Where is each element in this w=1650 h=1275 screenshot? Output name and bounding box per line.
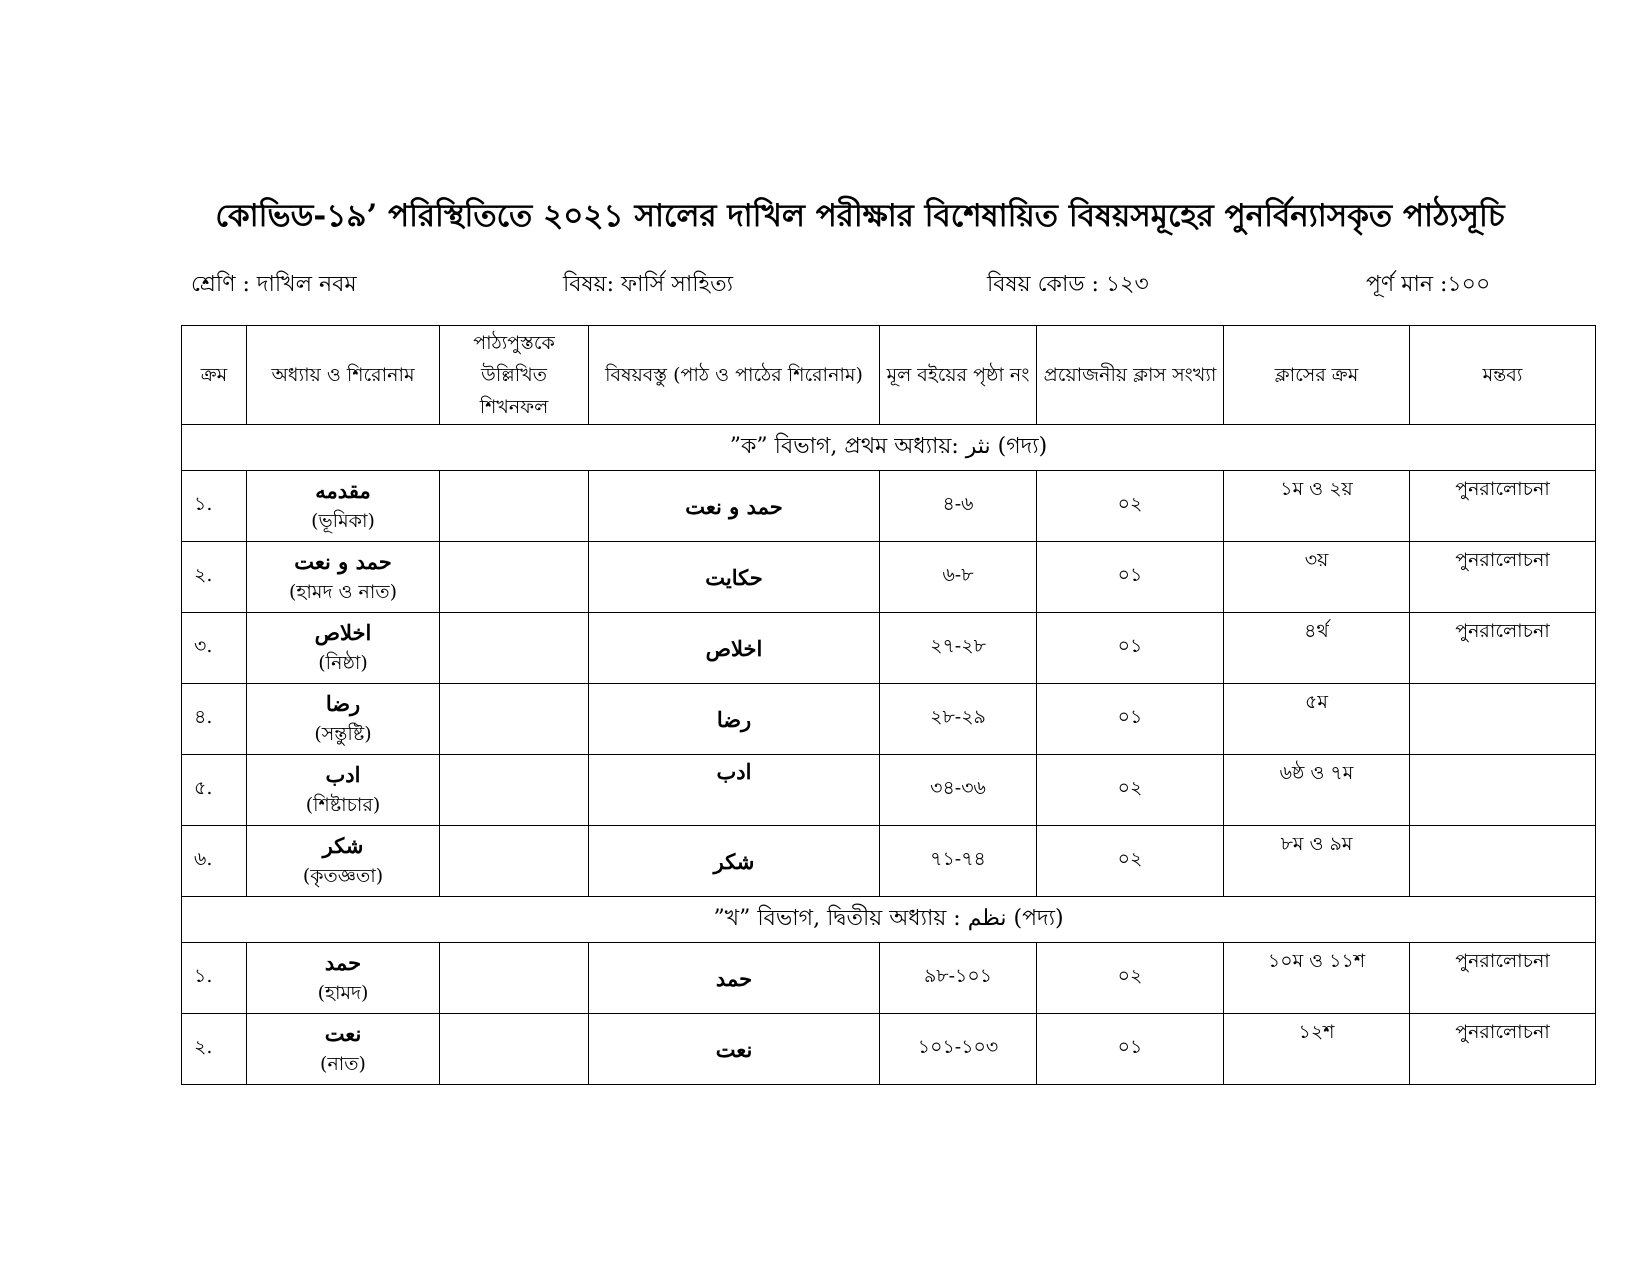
section-row-a — [182, 425, 1596, 471]
header-pages: মূল বইয়ের পৃষ্ঠা নং — [880, 326, 1037, 425]
serial-cell: ৩. — [182, 613, 247, 684]
remark-cell: পুনরালোচনা — [1410, 943, 1596, 1014]
pages-cell: ৬-৮ — [880, 542, 1037, 613]
header-serial: ক্রম — [182, 326, 247, 425]
chapter-bengali: (হামদ ও নাত) — [288, 581, 398, 603]
classes-cell: ০১ — [1037, 684, 1224, 755]
classes-cell: ০১ — [1037, 542, 1224, 613]
order-cell: ৩য় — [1224, 542, 1410, 613]
content-cell: اخلاص — [589, 613, 880, 684]
table-row — [182, 542, 1596, 613]
order-cell: ৬ষ্ঠ ও ৭ম — [1224, 755, 1410, 826]
chapter-cell — [247, 471, 440, 542]
subject-code-label: বিষয় কোড : ১২৩ — [987, 272, 1149, 297]
header-row — [182, 326, 1596, 425]
header-outcome: পাঠ্যপুস্তকে উল্লিখিত শিখনফল — [440, 326, 589, 425]
table-row — [182, 613, 1596, 684]
outcome-cell — [440, 613, 589, 684]
chapter-cell — [247, 1014, 440, 1085]
serial-cell: ৫. — [182, 755, 247, 826]
section-row-b — [182, 897, 1596, 943]
content-cell: رضا — [589, 684, 880, 755]
header-content: বিষয়বস্তু (পাঠ ও পাঠের শিরোনাম) — [589, 326, 880, 425]
remark-cell — [1410, 826, 1596, 897]
content-cell: نعت — [589, 1014, 880, 1085]
chapter-cell — [247, 542, 440, 613]
chapter-bengali: (শিষ্টাচার) — [305, 794, 381, 816]
remark-cell: পুনরালোচনা — [1410, 542, 1596, 613]
class-label: শ্রেণি : দাখিল নবম — [191, 272, 357, 297]
subject-label: বিষয়: ফার্সি সাহিত্য — [563, 272, 733, 297]
classes-cell: ০১ — [1037, 1014, 1224, 1085]
serial-cell: ৪. — [182, 684, 247, 755]
chapter-bengali: (হামদ) — [317, 982, 369, 1004]
serial-cell: ১. — [182, 471, 247, 542]
outcome-cell — [440, 826, 589, 897]
chapter-bengali: (ভূমিকা) — [311, 510, 375, 532]
outcome-cell — [440, 542, 589, 613]
table-row — [182, 471, 1596, 542]
header-order: ক্লাসের ক্রম — [1224, 326, 1410, 425]
table-row — [182, 755, 1596, 826]
remark-cell: পুনরালোচনা — [1410, 613, 1596, 684]
chapter-arabic: حمد و نعت — [294, 549, 392, 574]
pages-cell: ৩৪-৩৬ — [880, 755, 1037, 826]
order-cell: ৮ম ও ৯ম — [1224, 826, 1410, 897]
chapter-arabic: شكر — [322, 833, 364, 858]
pages-cell: ৯৮-১০১ — [880, 943, 1037, 1014]
pages-cell: ১০১-১০৩ — [880, 1014, 1037, 1085]
remark-cell — [1410, 684, 1596, 755]
full-marks-label: পূর্ণ মান :১০০ — [1366, 272, 1491, 297]
pages-cell: ৪-৬ — [880, 471, 1037, 542]
page-title: কোভিড-১৯’ পরিস্থিতিতে ২০২১ সালের দাখিল পরীক্ষার বিশেষায়িত বিষয়সমূহের পুনর্বিন্যাসকৃত পাঠ্যসূচি — [215, 198, 1505, 234]
chapter-arabic: حمد — [324, 950, 362, 975]
table-row — [182, 684, 1596, 755]
order-cell: ৪র্থ — [1224, 613, 1410, 684]
section-b-title: ”খ” বিভাগ, দ্বিতীয় অধ্যায় : نظم (পদ্য) — [182, 897, 1596, 943]
classes-cell: ০২ — [1037, 471, 1224, 542]
syllabus-table — [181, 325, 1596, 1085]
chapter-bengali: (নাত) — [320, 1053, 366, 1075]
classes-cell: ০২ — [1037, 826, 1224, 897]
classes-cell: ০২ — [1037, 943, 1224, 1014]
chapter-bengali: (নিষ্ঠা) — [318, 652, 368, 674]
content-cell: شكر — [589, 826, 880, 897]
remark-cell: পুনরালোচনা — [1410, 1014, 1596, 1085]
pages-cell: ২৮-২৯ — [880, 684, 1037, 755]
content-cell: ادب — [589, 755, 880, 826]
order-cell: ১২শ — [1224, 1014, 1410, 1085]
serial-cell: ৬. — [182, 826, 247, 897]
pages-cell: ২৭-২৮ — [880, 613, 1037, 684]
outcome-cell — [440, 943, 589, 1014]
chapter-arabic: مقدمه — [315, 478, 371, 503]
serial-cell: ২. — [182, 1014, 247, 1085]
chapter-cell — [247, 755, 440, 826]
chapter-arabic: ادب — [325, 762, 361, 787]
table-row — [182, 943, 1596, 1014]
serial-cell: ১. — [182, 943, 247, 1014]
outcome-cell — [440, 471, 589, 542]
chapter-cell — [247, 943, 440, 1014]
outcome-cell — [440, 1014, 589, 1085]
chapter-cell — [247, 826, 440, 897]
chapter-arabic: نعت — [324, 1021, 362, 1046]
section-a-title: ”ক” বিভাগ, প্রথম অধ্যায়: نثر (গদ্য) — [182, 425, 1596, 471]
header-chapter: অধ্যায় ও শিরোনাম — [247, 326, 440, 425]
chapter-arabic: اخلاص — [314, 620, 372, 645]
classes-cell: ০১ — [1037, 613, 1224, 684]
remark-cell: পুনরালোচনা — [1410, 471, 1596, 542]
classes-cell: ০২ — [1037, 755, 1224, 826]
order-cell: ১ম ও ২য় — [1224, 471, 1410, 542]
pages-cell: ৭১-৭৪ — [880, 826, 1037, 897]
header-classes: প্রয়োজনীয় ক্লাস সংখ্যা — [1037, 326, 1224, 425]
serial-cell: ২. — [182, 542, 247, 613]
content-cell: حكايت — [589, 542, 880, 613]
chapter-bengali: (সন্তুষ্টি) — [314, 723, 372, 745]
content-cell: حمد — [589, 943, 880, 1014]
order-cell: ১০ম ও ১১শ — [1224, 943, 1410, 1014]
table-row — [182, 1014, 1596, 1085]
header-remark: মন্তব্য — [1410, 326, 1596, 425]
order-cell: ৫ম — [1224, 684, 1410, 755]
chapter-arabic: رضا — [325, 691, 361, 716]
remark-cell — [1410, 755, 1596, 826]
table-row — [182, 826, 1596, 897]
chapter-cell — [247, 613, 440, 684]
chapter-cell — [247, 684, 440, 755]
chapter-bengali: (কৃতজ্ঞতা) — [302, 865, 384, 887]
outcome-cell — [440, 684, 589, 755]
content-cell: حمد و نعت — [589, 471, 880, 542]
outcome-cell — [440, 755, 589, 826]
